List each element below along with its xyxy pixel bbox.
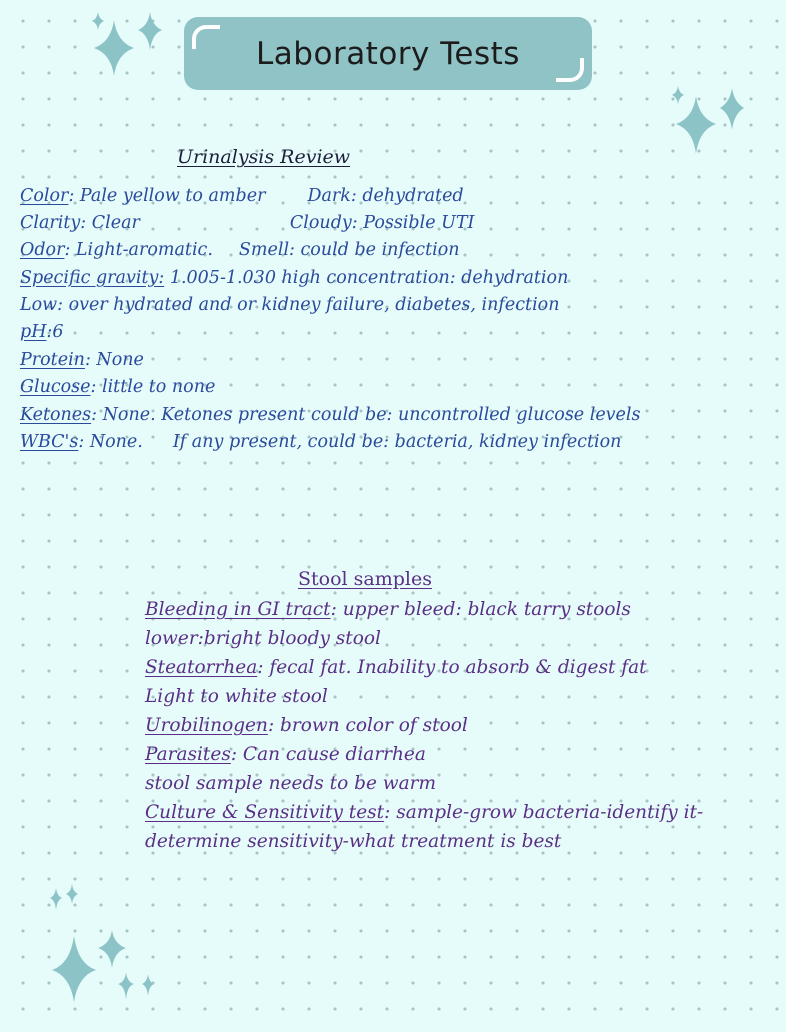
urinalysis-line-ketones [20,404,641,426]
stool-heading: Stool samples [298,568,432,590]
term-label: Bleeding in GI tract [145,599,331,620]
line-text: : Can cause diarrhea [230,744,426,765]
urinalysis-line-wbc [20,431,621,453]
urinalysis-line-specific-gravity [20,267,568,289]
line-note: If any present, could be: bacteria, kidney infection [172,432,622,452]
line-text: : Light-aromatic. [64,240,213,260]
term-label: Ketones [20,405,92,425]
term-label: Urobilinogen [145,715,268,736]
sparkle-icon [666,84,750,156]
term-label: Protein [20,350,85,370]
term-label: Parasites [145,744,231,765]
line-text: 1.005-1.030 high concentration: dehydration [164,268,569,288]
title-banner [184,17,592,90]
line-text: Clarity: Clear [20,213,140,233]
stool-line-parasites [145,744,426,766]
urinalysis-line-ph [20,321,64,343]
line-text: : sample-grow bacteria-identify it- [384,802,704,823]
page-title: Laboratory Tests [256,35,520,72]
line-text: stool sample needs to be warm [145,773,437,794]
term-label: pH [20,322,47,342]
stool-line-steatorrhea [145,657,647,679]
urinalysis-line-protein [20,349,144,371]
stool-line-bleeding [145,599,631,621]
line-note: Smell: could be infection [238,240,460,260]
line-text: : fecal fat. Inability to absorb & digest fat [257,657,647,678]
term-label: WBC's [20,432,79,452]
urinalysis-line-color [20,185,464,207]
line-text: : None [84,350,144,370]
line-note: Dark: dehydrated [307,186,464,206]
line-text: :6 [46,322,64,342]
stool-line-determine [145,831,561,853]
term-label: Specific gravity: [20,268,165,288]
sparkle-icon [88,6,168,82]
urinalysis-line-clarity [20,212,474,234]
line-text: Light to white stool [145,686,328,707]
line-text: Low: over hydrated and or kidney failure, diabetes, infection [20,295,560,315]
urinalysis-line-glucose [20,376,215,398]
line-text: : brown color of stool [267,715,468,736]
line-text: lower:bright bloody stool [145,628,381,649]
stool-line-lower [145,628,381,650]
term-label: Color [20,186,69,206]
term-label: Glucose [20,377,91,397]
urinalysis-line-odor [20,239,460,261]
line-text: : upper bleed: black tarry stools [330,599,631,620]
stool-line-warm [145,773,436,795]
stool-line-light [145,686,328,708]
sparkle-icon [44,884,160,1014]
line-note: Cloudy: Possible UTI [289,213,475,233]
line-text: : None. [78,432,143,452]
term-label: Steatorrhea [145,657,258,678]
line-text: : Pale yellow to amber [68,186,266,206]
stool-line-urobilinogen [145,715,468,737]
line-text: : little to none [90,377,216,397]
line-text: determine sensitivity-what treatment is best [145,831,562,852]
stool-line-culture [145,802,703,824]
line-text: : None. Ketones present could be: uncontrolled glucose levels [91,405,641,425]
term-label: Culture & Sensitivity test [145,802,385,823]
urinalysis-heading: Urinalysis Review [177,146,351,168]
urinalysis-line-low [20,294,559,316]
term-label: Odor [20,240,65,260]
